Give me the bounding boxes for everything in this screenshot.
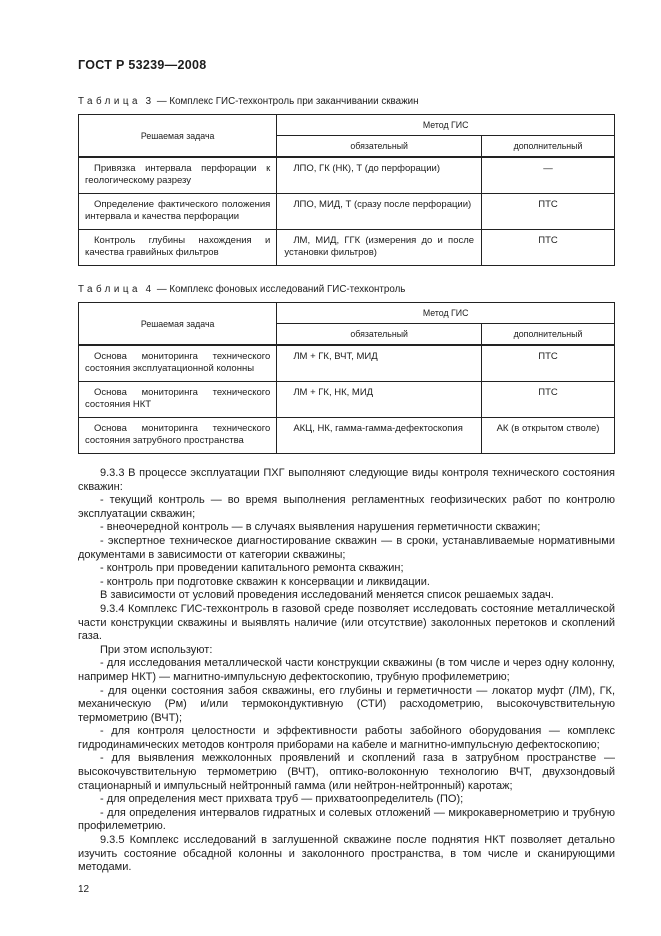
table-3-caption xyxy=(78,96,615,107)
table-4-caption-number: 4 xyxy=(145,284,152,295)
table-4-header-task: Решаемая задача xyxy=(79,303,277,346)
cell-mandatory: ЛПО, ГК (НК), Т (до перфорации) xyxy=(277,157,482,194)
page-content xyxy=(78,58,615,895)
paragraph: В зависимости от условий проведения исследований меняется список решаемых задач. xyxy=(100,589,554,602)
page-number: 12 xyxy=(78,883,90,895)
table-3-header-row-1 xyxy=(79,115,615,136)
table-row xyxy=(79,382,615,418)
table-4-header-additional: дополнительный xyxy=(482,324,615,346)
paragraph-9-3-3: 9.3.3 В процессе эксплуатации ПХГ выполняют следующие виды контроля технического состояния скважин: xyxy=(78,467,615,493)
table-3-caption-word: Таблица xyxy=(78,96,141,107)
table-3-header-method-group: Метод ГИС xyxy=(277,115,615,136)
cell-mandatory: АКЦ, НК, гамма-гамма-дефектоскопия xyxy=(277,418,482,454)
table-row xyxy=(79,194,615,230)
cell-task: Определение фактического положения интервала и качества перфорации xyxy=(79,194,277,230)
cell-additional: ПТС xyxy=(482,194,615,230)
cell-additional: ПТС xyxy=(482,382,615,418)
table-4-header-mandatory: обязательный xyxy=(277,324,482,346)
cell-mandatory: ЛМ + ГК, ВЧТ, МИД xyxy=(277,345,482,382)
cell-task: Контроль глубины нахождения и качества гравийных фильтров xyxy=(79,230,277,266)
table-4-caption xyxy=(78,284,615,295)
list-item: - для выявления межколонных проявлений и скоплений газа в затрубном пространстве — высокочувствительную термометрию (ВЧТ), оптико-волоконную технологию ВЧТ, двухзондовый стационарный и импульсный нейтронный гамма (или нейтрон-нейтронный) каротаж; xyxy=(78,752,615,792)
table-3 xyxy=(78,114,615,266)
paragraph: При этом используют: xyxy=(100,643,213,656)
table-row xyxy=(79,418,615,454)
cell-task: Основа мониторинга технического состояния затрубного пространства xyxy=(79,418,277,454)
cell-mandatory: ЛМ + ГК, НК, МИД xyxy=(277,382,482,418)
cell-task: Основа мониторинга технического состояния эксплуатационной колонны xyxy=(79,345,277,382)
cell-task: Привязка интервала перфорации к геологическому разрезу xyxy=(79,157,277,194)
table-row xyxy=(79,230,615,266)
cell-additional: — xyxy=(482,157,615,194)
list-item: - контроль при проведении капитального ремонта скважин; xyxy=(100,562,404,575)
list-item: - для оценки состояния забоя скважины, его глубины и герметичности — локатор муфт (ЛМ), ГК, механическую (Рм) и/или термокондуктивную (СТИ) расходометрию, высокочувствительную термометрию (ВЧТ); xyxy=(78,684,615,724)
cell-mandatory: ЛМ, МИД, ГГК (измерения до и после установки фильтров) xyxy=(277,230,482,266)
table-row xyxy=(79,345,615,382)
table-4 xyxy=(78,302,615,454)
doc-standard-number: ГОСТ Р 53239—2008 xyxy=(78,58,207,72)
table-row xyxy=(79,157,615,194)
cell-task: Основа мониторинга технического состояния НКТ xyxy=(79,382,277,418)
list-item: - внеочередной контроль — в случаях выявления нарушения герметичности скважин; xyxy=(100,521,541,534)
table-3-caption-title: — Комплекс ГИС-техконтроль при заканчивании скважин xyxy=(156,96,419,107)
cell-additional: АК (в открытом стволе) xyxy=(482,418,615,454)
table-4-caption-word: Таблица xyxy=(78,284,141,295)
list-item: - экспертное техническое диагностирование скважин — в сроки, устанавливаемые нормативными документами в зависимости от категории скважины; xyxy=(78,534,615,561)
table-3-header-mandatory: обязательный xyxy=(277,136,482,158)
list-item: - текущий контроль — во время выполнения регламентных геофизических работ по контролю эксплуатации скважин; xyxy=(78,494,615,520)
cell-mandatory: ЛПО, МИД, Т (сразу после перфорации) xyxy=(277,194,482,230)
table-3-header-additional: дополнительный xyxy=(482,136,615,158)
table-4-header-row-1 xyxy=(79,303,615,324)
cell-additional: ПТС xyxy=(482,345,615,382)
list-item: - для определения мест прихвата труб — прихватоопределитель (ПО); xyxy=(100,793,464,806)
list-item: - для контроля целостности и эффективности работы забойного оборудования — комплекс гидродинамических методов контроля приборами на кабеле и магнитно-импульсную дефектоскопию; xyxy=(78,725,615,751)
table-3-header-task: Решаемая задача xyxy=(79,115,277,158)
table-4-caption-title: — Комплекс фоновых исследований ГИС-техконтроль xyxy=(156,284,406,295)
paragraph-9-3-4: 9.3.4 Комплекс ГИС-техконтроль в газовой среде позволяет исследовать состояние металлической части конструкции скважины и выявлять наличие (или отсутствие) заколонных перетоков и скоплений газа. xyxy=(78,602,615,643)
body-text xyxy=(78,467,615,875)
list-item: - для исследования металлической части конструкции скважины (в том числе и через одну колонну, например НКТ) — магнитно-импульсную дефектоскопию, трубную профилеметрию; xyxy=(78,657,615,683)
cell-additional: ПТС xyxy=(482,230,615,266)
table-3-caption-number: 3 xyxy=(145,96,152,107)
table-4-header-method-group: Метод ГИС xyxy=(277,303,615,324)
list-item: - контроль при подготовке скважин к консервации и ликвидации. xyxy=(100,575,430,588)
paragraph-9-3-5: 9.3.5 Комплекс исследований в заглушенной скважине после поднятия НКТ позволяет детально изучить состояние обсадной колонны и заколонного пространства, в том числе и сканирующими методами. xyxy=(78,834,615,874)
list-item: - для определения интервалов гидратных и солевых отложений — микрокавернометрию и трубную профилеметрию. xyxy=(78,806,615,833)
